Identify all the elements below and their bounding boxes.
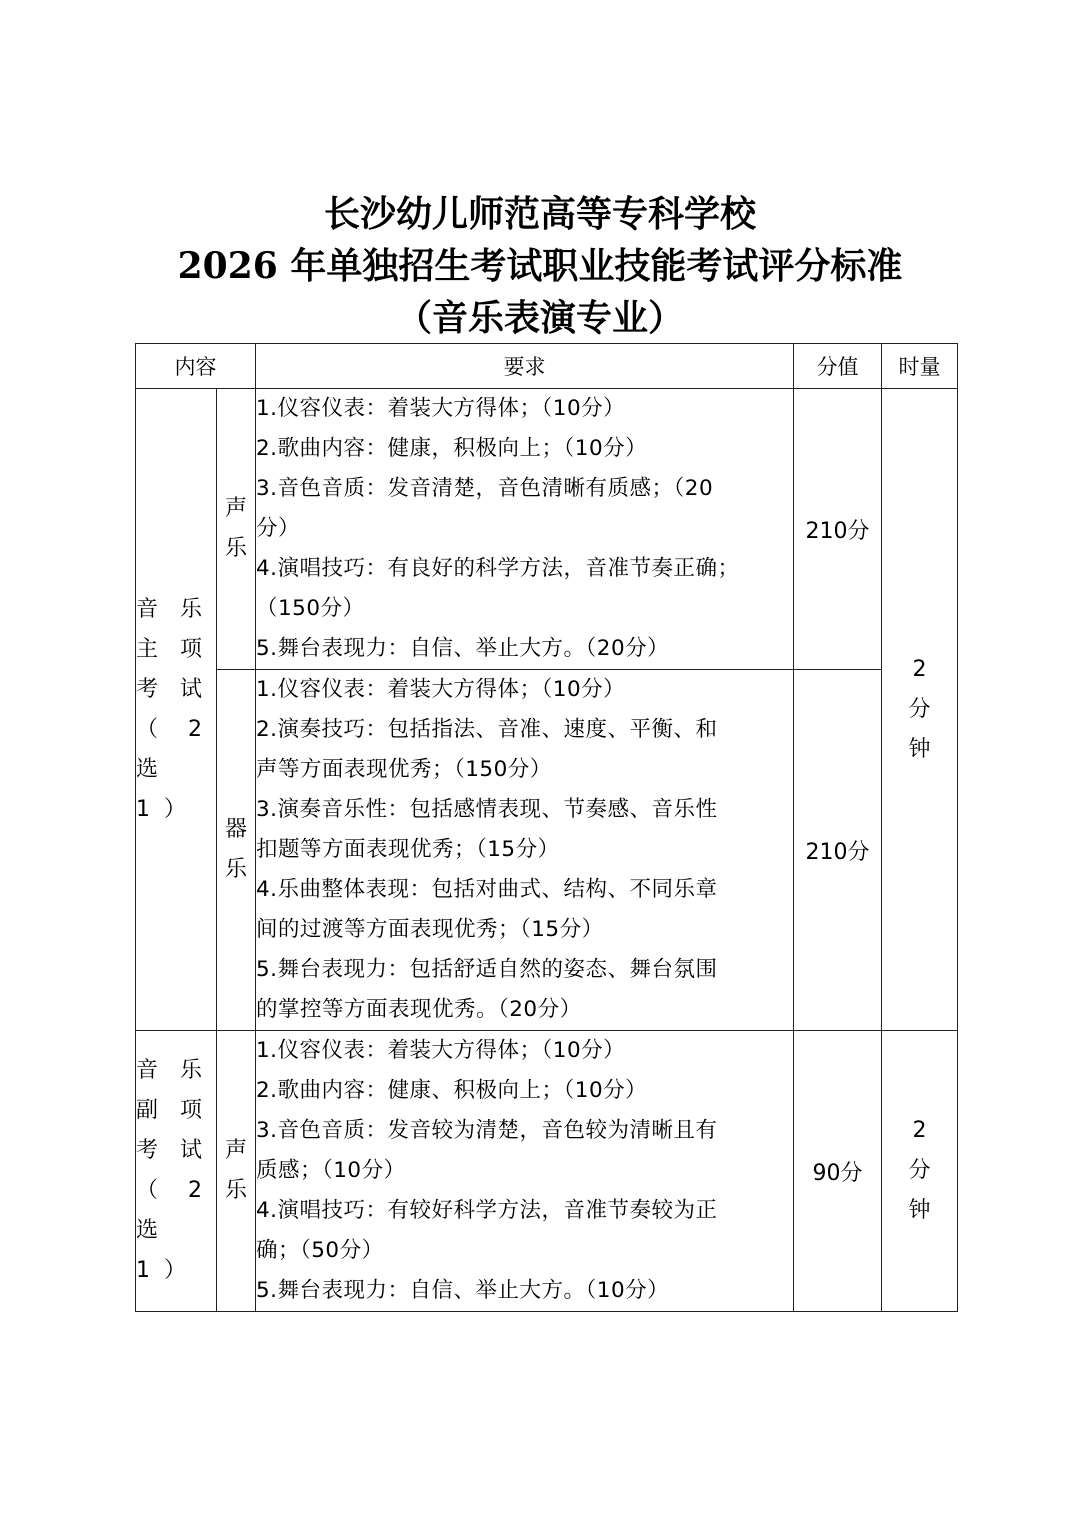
requirement-line: 分）: [256, 516, 301, 541]
time-minor: 2分钟: [908, 1118, 931, 1223]
requirement-line: 3.音色音质：发音较为清楚，音色较为清晰且有: [256, 1118, 718, 1143]
scoring-table: [135, 343, 958, 1312]
requirement-line: （150分）: [256, 596, 365, 621]
header-time: 时量: [882, 344, 958, 389]
requirement-line: 1.仪容仪表：着装大方得体；（10分）: [256, 677, 626, 702]
requirement-line: 5.舞台表现力：自信、举止大方。（10分）: [256, 1278, 670, 1303]
requirements-cell: [256, 670, 794, 1031]
subcategory-instrumental: 器乐: [224, 817, 247, 882]
requirement-line: 质感；（10分）: [256, 1158, 406, 1183]
category-cell: [136, 389, 217, 1031]
requirement-line: 5.舞台表现力：包括舒适自然的姿态、舞台氛围: [256, 957, 718, 982]
time-main: 2分钟: [908, 656, 931, 762]
time-cell: [882, 389, 958, 1031]
requirement-line: 3.演奏音乐性：包括感情表现、节奏感、音乐性: [256, 797, 718, 822]
requirement-line: 1.仪容仪表：着装大方得体；（10分）: [256, 396, 626, 421]
category-cell: [136, 1031, 217, 1312]
subcategory-vocal: 声乐: [224, 1138, 247, 1203]
subcategory-cell: [217, 389, 256, 670]
subcategory-cell: [217, 1031, 256, 1312]
requirement-line: 扣题等方面表现优秀；（15分）: [256, 837, 560, 862]
requirement-line: 4.演唱技巧：有较好科学方法，音准节奏较为正: [256, 1198, 718, 1223]
requirement-line: 2.歌曲内容：健康、积极向上；（10分）: [256, 1078, 648, 1103]
requirement-line: 确；（50分）: [256, 1238, 384, 1263]
requirement-line: 2.歌曲内容：健康，积极向上；（10分）: [256, 436, 648, 461]
requirement-line: 4.乐曲整体表现：包括对曲式、结构、不同乐章: [256, 877, 718, 902]
subcategory-cell: [217, 670, 256, 1031]
requirement-line: 3.音色音质：发音清楚，音色清晰有质感；（20: [256, 476, 714, 501]
requirement-line: 1.仪容仪表：着装大方得体；（10分）: [256, 1038, 626, 1063]
score-cell: 210分: [794, 389, 882, 670]
requirement-line: 间的过渡等方面表现优秀；（15分）: [256, 917, 604, 942]
time-cell: [882, 1031, 958, 1312]
table-row: [136, 389, 958, 670]
table-row: [136, 1031, 958, 1312]
title-school: 长沙幼儿师范高等专科学校: [323, 193, 756, 235]
requirement-line: 声等方面表现优秀；（150分）: [256, 757, 552, 782]
category-main: 音乐主项考试（2选1）: [136, 596, 216, 822]
score-cell: 90分: [794, 1031, 882, 1312]
header-score: 分值: [794, 344, 882, 389]
requirements-cell: [256, 389, 794, 670]
title-major: （音乐表演专业）: [395, 297, 684, 339]
document-title: [0, 188, 1080, 344]
header-requirements: 要求: [256, 344, 794, 389]
table-header-row: [136, 344, 958, 389]
requirement-line: 4.演唱技巧：有良好的科学方法，音准节奏正确；: [256, 556, 740, 581]
score-cell: 210分: [794, 670, 882, 1031]
requirements-cell: [256, 1031, 794, 1312]
title-exam: 2026 年单独招生考试职业技能考试评分标准: [177, 245, 903, 287]
requirement-line: 的掌控等方面表现优秀。（20分）: [256, 997, 582, 1022]
requirement-line: 5.舞台表现力：自信、举止大方。（20分）: [256, 636, 670, 661]
subcategory-vocal: 声乐: [224, 496, 247, 561]
category-minor: 音乐副项考试（2选1）: [136, 1058, 216, 1283]
table-row: [136, 670, 958, 1031]
requirement-line: 2.演奏技巧：包括指法、音准、速度、平衡、和: [256, 717, 718, 742]
header-content: 内容: [136, 344, 256, 389]
